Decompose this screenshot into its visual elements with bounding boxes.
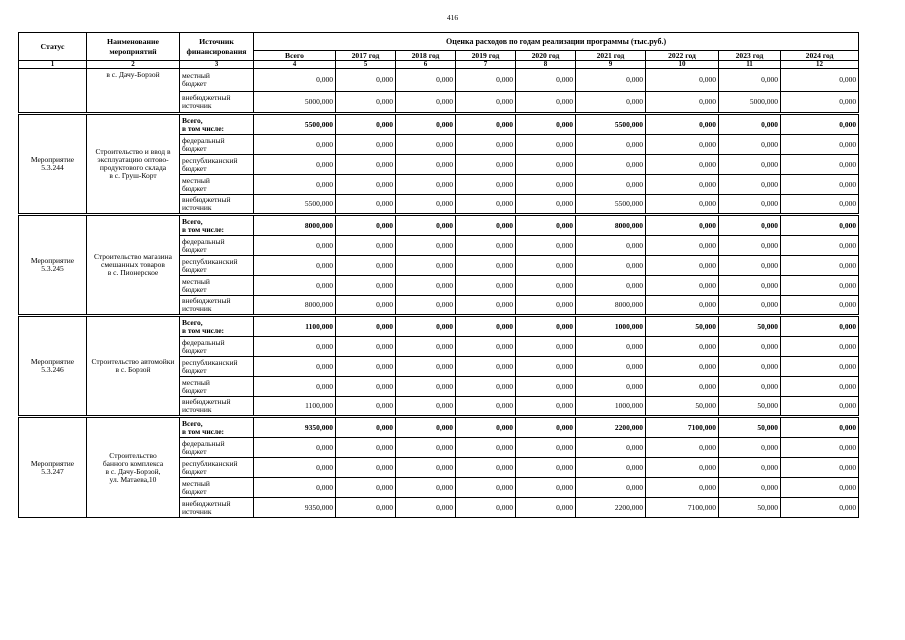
- amount-2019: 0,000: [456, 195, 516, 215]
- amount-2024: 0,000: [781, 296, 859, 316]
- amount-2018: 0,000: [396, 69, 456, 92]
- amount-2022: 0,000: [646, 276, 719, 296]
- amount-2019: 0,000: [456, 296, 516, 316]
- amount-2017: 0,000: [336, 195, 396, 215]
- amount-2017: 0,000: [336, 114, 396, 135]
- amount-2017: 0,000: [336, 337, 396, 357]
- amount-2024: 0,000: [781, 215, 859, 236]
- amount-total: 8000,000: [254, 296, 336, 316]
- amount-2019: 0,000: [456, 155, 516, 175]
- amount-2022: 50,000: [646, 316, 719, 337]
- funding-source: местный бюджет: [180, 478, 254, 498]
- column-number: 1: [19, 61, 87, 69]
- table-header: [19, 33, 859, 69]
- amount-2021: 0,000: [576, 276, 646, 296]
- amount-2024: 0,000: [781, 397, 859, 417]
- amount-2019: 0,000: [456, 478, 516, 498]
- amount-2023: 0,000: [719, 296, 781, 316]
- column-number: 6: [396, 61, 456, 69]
- amount-2017: 0,000: [336, 316, 396, 337]
- column-number: 10: [646, 61, 719, 69]
- amount-2021: 8000,000: [576, 215, 646, 236]
- funding-source: федеральный бюджет: [180, 135, 254, 155]
- amount-total: 0,000: [254, 458, 336, 478]
- amount-2021: 0,000: [576, 135, 646, 155]
- amount-2017: 0,000: [336, 236, 396, 256]
- amount-2024: 0,000: [781, 276, 859, 296]
- funding-source: республиканский бюджет: [180, 458, 254, 478]
- amount-2022: 7100,000: [646, 498, 719, 518]
- amount-2023: 0,000: [719, 478, 781, 498]
- amount-2020: 0,000: [516, 215, 576, 236]
- header-col-2017: 2017 год: [336, 51, 396, 61]
- header-activity-name: Наименование мероприятий: [87, 33, 180, 61]
- column-number: 5: [336, 61, 396, 69]
- amount-2017: 0,000: [336, 417, 396, 438]
- amount-2017: 0,000: [336, 438, 396, 458]
- header-expense-estimate: Оценка расходов по годам реализации программы (тыс.руб.): [254, 33, 859, 51]
- amount-2023: 0,000: [719, 215, 781, 236]
- amount-2024: 0,000: [781, 114, 859, 135]
- amount-2023: 0,000: [719, 175, 781, 195]
- amount-2017: 0,000: [336, 175, 396, 195]
- amount-total: 9350,000: [254, 498, 336, 518]
- amount-2024: 0,000: [781, 155, 859, 175]
- amount-2020: 0,000: [516, 357, 576, 377]
- amount-total: 0,000: [254, 155, 336, 175]
- amount-2018: 0,000: [396, 236, 456, 256]
- amount-2022: 0,000: [646, 175, 719, 195]
- amount-2021: 0,000: [576, 478, 646, 498]
- amount-total: 0,000: [254, 175, 336, 195]
- amount-2020: 0,000: [516, 92, 576, 114]
- activity-name: Строительство банного комплекса в с. Дачу-Борзой, ул. Матаева,10: [87, 417, 180, 518]
- amount-2023: 50,000: [719, 397, 781, 417]
- amount-2018: 0,000: [396, 155, 456, 175]
- amount-2020: 0,000: [516, 316, 576, 337]
- amount-2023: 0,000: [719, 276, 781, 296]
- column-number: 11: [719, 61, 781, 69]
- amount-total: 9350,000: [254, 417, 336, 438]
- amount-total: 0,000: [254, 276, 336, 296]
- amount-2021: 1000,000: [576, 316, 646, 337]
- amount-2019: 0,000: [456, 236, 516, 256]
- funding-source: внебюджетный источник: [180, 397, 254, 417]
- amount-2019: 0,000: [456, 114, 516, 135]
- amount-2019: 0,000: [456, 438, 516, 458]
- amount-2017: 0,000: [336, 397, 396, 417]
- amount-2020: 0,000: [516, 417, 576, 438]
- funding-source: местный бюджет: [180, 69, 254, 92]
- amount-2024: 0,000: [781, 458, 859, 478]
- amount-2021: 0,000: [576, 256, 646, 276]
- amount-2018: 0,000: [396, 296, 456, 316]
- amount-2019: 0,000: [456, 377, 516, 397]
- amount-2019: 0,000: [456, 316, 516, 337]
- activity-status: Мероприятие 5.3.246: [19, 316, 87, 417]
- header-row: [19, 33, 859, 51]
- amount-2023: 0,000: [719, 135, 781, 155]
- amount-2022: 0,000: [646, 236, 719, 256]
- amount-2020: 0,000: [516, 458, 576, 478]
- amount-2023: 0,000: [719, 236, 781, 256]
- amount-2020: 0,000: [516, 175, 576, 195]
- header-col-2022: 2022 год: [646, 51, 719, 61]
- amount-2018: 0,000: [396, 276, 456, 296]
- amount-total: 0,000: [254, 135, 336, 155]
- amount-total: 0,000: [254, 357, 336, 377]
- amount-total: 0,000: [254, 438, 336, 458]
- amount-2021: 0,000: [576, 438, 646, 458]
- amount-2023: 50,000: [719, 498, 781, 518]
- amount-total: 1100,000: [254, 316, 336, 337]
- amount-2017: 0,000: [336, 296, 396, 316]
- amount-2018: 0,000: [396, 438, 456, 458]
- amount-2023: 0,000: [719, 256, 781, 276]
- column-number: 2: [87, 61, 180, 69]
- amount-2024: 0,000: [781, 377, 859, 397]
- header-col-total: Всего: [254, 51, 336, 61]
- amount-2024: 0,000: [781, 316, 859, 337]
- column-number: 9: [576, 61, 646, 69]
- amount-2023: 0,000: [719, 114, 781, 135]
- amount-2020: 0,000: [516, 236, 576, 256]
- column-number: 4: [254, 61, 336, 69]
- amount-2022: 0,000: [646, 155, 719, 175]
- amount-2022: 0,000: [646, 377, 719, 397]
- amount-2020: 0,000: [516, 337, 576, 357]
- amount-total: 5500,000: [254, 195, 336, 215]
- activity-status: Мероприятие 5.3.244: [19, 114, 87, 215]
- amount-2021: 0,000: [576, 357, 646, 377]
- amount-2018: 0,000: [396, 256, 456, 276]
- amount-2018: 0,000: [396, 377, 456, 397]
- activity-block: [19, 417, 859, 518]
- budget-table: [18, 32, 859, 518]
- amount-2020: 0,000: [516, 69, 576, 92]
- column-number: 12: [781, 61, 859, 69]
- amount-2022: 0,000: [646, 69, 719, 92]
- amount-2017: 0,000: [336, 135, 396, 155]
- amount-2021: 1000,000: [576, 397, 646, 417]
- amount-2019: 0,000: [456, 69, 516, 92]
- amount-2017: 0,000: [336, 357, 396, 377]
- funding-source: внебюджетный источник: [180, 92, 254, 114]
- activity-name: Строительство автомойки в с. Борзой: [87, 316, 180, 417]
- header-col-2023: 2023 год: [719, 51, 781, 61]
- amount-2020: 0,000: [516, 135, 576, 155]
- amount-2023: 0,000: [719, 458, 781, 478]
- amount-2024: 0,000: [781, 175, 859, 195]
- amount-2021: 0,000: [576, 92, 646, 114]
- amount-2020: 0,000: [516, 276, 576, 296]
- amount-2021: 0,000: [576, 337, 646, 357]
- amount-2020: 0,000: [516, 195, 576, 215]
- funding-source: республиканский бюджет: [180, 256, 254, 276]
- amount-2024: 0,000: [781, 478, 859, 498]
- amount-2023: 0,000: [719, 377, 781, 397]
- amount-2018: 0,000: [396, 498, 456, 518]
- funding-source: Всего, в том числе:: [180, 316, 254, 337]
- amount-2023: 5000,000: [719, 92, 781, 114]
- total-row: [19, 316, 859, 337]
- funding-source: федеральный бюджет: [180, 236, 254, 256]
- amount-2024: 0,000: [781, 498, 859, 518]
- amount-2023: 0,000: [719, 438, 781, 458]
- activity-block: [19, 114, 859, 215]
- amount-2024: 0,000: [781, 135, 859, 155]
- amount-2021: 5500,000: [576, 114, 646, 135]
- amount-2018: 0,000: [396, 357, 456, 377]
- amount-2024: 0,000: [781, 417, 859, 438]
- amount-2021: 2200,000: [576, 498, 646, 518]
- activity-block: [19, 215, 859, 316]
- amount-2023: 50,000: [719, 417, 781, 438]
- amount-2020: 0,000: [516, 397, 576, 417]
- amount-2020: 0,000: [516, 377, 576, 397]
- amount-2022: 0,000: [646, 478, 719, 498]
- amount-2023: 0,000: [719, 195, 781, 215]
- header-col-2021: 2021 год: [576, 51, 646, 61]
- amount-2017: 0,000: [336, 256, 396, 276]
- funding-source: Всего, в том числе:: [180, 417, 254, 438]
- amount-2019: 0,000: [456, 256, 516, 276]
- amount-2017: 0,000: [336, 498, 396, 518]
- amount-2021: 0,000: [576, 377, 646, 397]
- amount-2018: 0,000: [396, 195, 456, 215]
- amount-2022: 0,000: [646, 438, 719, 458]
- total-row: [19, 417, 859, 438]
- funding-source: местный бюджет: [180, 276, 254, 296]
- amount-2018: 0,000: [396, 397, 456, 417]
- amount-total: 0,000: [254, 236, 336, 256]
- funding-source: местный бюджет: [180, 175, 254, 195]
- amount-2022: 0,000: [646, 135, 719, 155]
- activity-status: Мероприятие 5.3.245: [19, 215, 87, 316]
- amount-2023: 0,000: [719, 69, 781, 92]
- amount-2017: 0,000: [336, 478, 396, 498]
- amount-2020: 0,000: [516, 438, 576, 458]
- amount-2017: 0,000: [336, 92, 396, 114]
- amount-2024: 0,000: [781, 92, 859, 114]
- amount-2021: 0,000: [576, 155, 646, 175]
- amount-total: 5000,000: [254, 92, 336, 114]
- header-funding-source: Источник финансирования: [180, 33, 254, 61]
- header-col-2018: 2018 год: [396, 51, 456, 61]
- funding-source: федеральный бюджет: [180, 337, 254, 357]
- amount-2017: 0,000: [336, 458, 396, 478]
- amount-2017: 0,000: [336, 155, 396, 175]
- amount-2023: 0,000: [719, 337, 781, 357]
- funding-source: федеральный бюджет: [180, 438, 254, 458]
- amount-2021: 5500,000: [576, 195, 646, 215]
- amount-2019: 0,000: [456, 417, 516, 438]
- amount-2018: 0,000: [396, 478, 456, 498]
- header-col-2019: 2019 год: [456, 51, 516, 61]
- amount-2022: 0,000: [646, 458, 719, 478]
- header-col-2024: 2024 год: [781, 51, 859, 61]
- amount-2020: 0,000: [516, 296, 576, 316]
- amount-2022: 0,000: [646, 215, 719, 236]
- activity-status: Мероприятие 5.3.247: [19, 417, 87, 518]
- amount-2023: 50,000: [719, 316, 781, 337]
- amount-2022: 0,000: [646, 114, 719, 135]
- amount-2020: 0,000: [516, 155, 576, 175]
- amount-total: 0,000: [254, 337, 336, 357]
- amount-2019: 0,000: [456, 337, 516, 357]
- amount-2019: 0,000: [456, 397, 516, 417]
- activity-block-continued: [19, 69, 859, 114]
- amount-2019: 0,000: [456, 135, 516, 155]
- funding-row: [19, 69, 859, 92]
- total-row: [19, 114, 859, 135]
- amount-2022: 0,000: [646, 357, 719, 377]
- amount-2024: 0,000: [781, 337, 859, 357]
- amount-total: 0,000: [254, 256, 336, 276]
- amount-2020: 0,000: [516, 498, 576, 518]
- activity-name: Строительство и ввод в эксплуатацию оптово- продуктового склада в с. Груш-Корт: [87, 114, 180, 215]
- column-numbers-row: [19, 61, 859, 69]
- page-number: 416: [446, 13, 459, 22]
- amount-2023: 0,000: [719, 357, 781, 377]
- activity-name: в с. Дачу-Борзой: [87, 69, 180, 114]
- amount-2019: 0,000: [456, 92, 516, 114]
- activity-name: Строительство магазина смешанных товаров в с. Пионерское: [87, 215, 180, 316]
- amount-total: 5500,000: [254, 114, 336, 135]
- funding-source: Всего, в том числе:: [180, 114, 254, 135]
- amount-total: 1100,000: [254, 397, 336, 417]
- amount-2022: 0,000: [646, 296, 719, 316]
- amount-2019: 0,000: [456, 458, 516, 478]
- column-number: 7: [456, 61, 516, 69]
- amount-2018: 0,000: [396, 92, 456, 114]
- amount-2024: 0,000: [781, 438, 859, 458]
- amount-2022: 0,000: [646, 337, 719, 357]
- amount-2022: 0,000: [646, 92, 719, 114]
- amount-2022: 7100,000: [646, 417, 719, 438]
- amount-2020: 0,000: [516, 114, 576, 135]
- activity-block: [19, 316, 859, 417]
- amount-2018: 0,000: [396, 337, 456, 357]
- amount-2019: 0,000: [456, 276, 516, 296]
- amount-2019: 0,000: [456, 498, 516, 518]
- amount-2021: 2200,000: [576, 417, 646, 438]
- total-row: [19, 215, 859, 236]
- amount-2022: 0,000: [646, 195, 719, 215]
- amount-2018: 0,000: [396, 175, 456, 195]
- amount-2024: 0,000: [781, 69, 859, 92]
- activity-status: [19, 69, 87, 114]
- amount-2024: 0,000: [781, 195, 859, 215]
- funding-source: республиканский бюджет: [180, 155, 254, 175]
- amount-2022: 0,000: [646, 256, 719, 276]
- header-col-2020: 2020 год: [516, 51, 576, 61]
- amount-2020: 0,000: [516, 478, 576, 498]
- amount-2018: 0,000: [396, 114, 456, 135]
- amount-2021: 0,000: [576, 175, 646, 195]
- column-number: 8: [516, 61, 576, 69]
- amount-2021: 0,000: [576, 69, 646, 92]
- header-status: Статус: [19, 33, 87, 61]
- amount-2021: 8000,000: [576, 296, 646, 316]
- amount-2019: 0,000: [456, 215, 516, 236]
- funding-source: внебюджетный источник: [180, 195, 254, 215]
- amount-total: 0,000: [254, 377, 336, 397]
- funding-source: Всего, в том числе:: [180, 215, 254, 236]
- amount-2017: 0,000: [336, 69, 396, 92]
- amount-2024: 0,000: [781, 236, 859, 256]
- amount-2022: 50,000: [646, 397, 719, 417]
- amount-2018: 0,000: [396, 316, 456, 337]
- amount-2019: 0,000: [456, 357, 516, 377]
- funding-source: внебюджетный источник: [180, 498, 254, 518]
- amount-2020: 0,000: [516, 256, 576, 276]
- amount-2017: 0,000: [336, 377, 396, 397]
- amount-2017: 0,000: [336, 215, 396, 236]
- amount-2021: 0,000: [576, 458, 646, 478]
- amount-2021: 0,000: [576, 236, 646, 256]
- amount-total: 8000,000: [254, 215, 336, 236]
- amount-total: 0,000: [254, 478, 336, 498]
- amount-2017: 0,000: [336, 276, 396, 296]
- amount-2024: 0,000: [781, 357, 859, 377]
- amount-2024: 0,000: [781, 256, 859, 276]
- amount-2023: 0,000: [719, 155, 781, 175]
- amount-2018: 0,000: [396, 417, 456, 438]
- amount-2019: 0,000: [456, 175, 516, 195]
- column-number: 3: [180, 61, 254, 69]
- funding-source: внебюджетный источник: [180, 296, 254, 316]
- funding-source: местный бюджет: [180, 377, 254, 397]
- amount-total: 0,000: [254, 69, 336, 92]
- amount-2018: 0,000: [396, 458, 456, 478]
- amount-2018: 0,000: [396, 215, 456, 236]
- amount-2018: 0,000: [396, 135, 456, 155]
- funding-source: республиканский бюджет: [180, 357, 254, 377]
